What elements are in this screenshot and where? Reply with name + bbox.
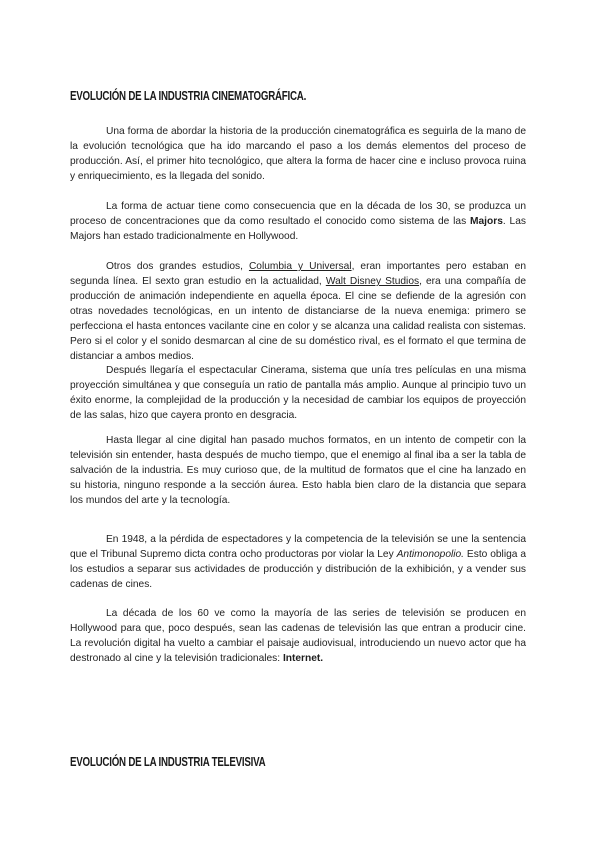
- paragraph-3: [70, 259, 526, 364]
- paragraph-3-text-b: , eran importantes pero estaban en segunda línea. El sexto gran estudio en la actualidad,: [70, 261, 527, 287]
- paragraph-2-text-a: La forma de actuar tiene como consecuencia que en la década de los 30, se produzca un proceso de concentraciones que da como resultado el conocido como sistema de las: [70, 201, 526, 227]
- internet-bold: Internet.: [282, 653, 324, 664]
- paragraph-3-text-c: , era una compañía de producción de animación independiente en aquella época. El cine se defiende de la agresión con otras novedades tecnológicas, en un intento de distanciarse de la nueva enemiga: primero se perfecciona el hasta entonces vacilante cine en color y se alcanza una calidad realista con sistemas. Pero si el color y el sonido desmarcan al cine de su doméstico rival, es el formato el que termina de distanciar a ambos medios.: [70, 276, 526, 362]
- antimonopolio-italic: Antimonopolio.: [396, 549, 465, 560]
- columbia-universal-link[interactable]: Columbia y Universal: [248, 261, 352, 272]
- paragraph-5: Hasta llegar al cine digital han pasado muchos formatos, en un intento de competir con la televisión sin entender, hasta después de mucho tiempo, que el enemigo al final iba a ser la tabla de salvación de la industria. Es muy curioso que, de la multitud de formatos que el cine ha lanzado en su historia, ninguno responde a la sección áurea. Esto habla bien claro de la distancia que separa los mundos del arte y la tecnología.: [70, 435, 526, 506]
- section-heading-televisiva: EVOLUCIÓN DE LA INDUSTRIA TELEVISIVA: [70, 755, 266, 769]
- paragraph-2-text-c: . Las Majors han estado tradicionalmente en Hollywood.: [70, 216, 526, 242]
- walt-disney-studios-link[interactable]: Walt Disney Studios: [325, 276, 420, 287]
- paragraph-6-text-c: Esto obliga a los estudios a separar sus actividades de producción y distribución de la exhibición, y a vender sus cadenas de cines.: [70, 549, 526, 590]
- paragraph-3-text-a: Otros dos grandes estudios,: [106, 261, 249, 272]
- paragraph-4: Después llegaría el espectacular Cinerama, sistema que unía tres películas en una misma proyección simultánea y que conseguía un ratio de pantalla más amplio. Aunque al principio tuvo un éxito enorme, la complejidad de la producción y la necesidad de cambiar los equipos de proyección de las salas, hizo que cayera pronto en desgracia.: [70, 365, 526, 421]
- section-heading-cinematografica: EVOLUCIÓN DE LA INDUSTRIA CINEMATOGRÁFICA.: [70, 89, 307, 103]
- paragraph-7: [70, 606, 526, 666]
- paragraph-6-text-a: En 1948, a la pérdida de espectadores y la competencia de la televisión se une la sentencia que el Tribunal Supremo dicta contra ocho productoras por violar la Ley: [70, 534, 526, 560]
- majors-bold: Majors: [470, 216, 503, 227]
- paragraph-2: [70, 199, 526, 244]
- paragraph-6: [70, 532, 526, 592]
- paragraph-1: Una forma de abordar la historia de la producción cinematográfica es seguirla de la mano de la evolución tecnológica que ha ido marcando el paso a los demás elementos del proceso de producción. Así, el primer hito tecnológico, que altera la forma de hacer cine e incluso provoca ruina y enriquecimiento, es la llegada del sonido.: [70, 126, 526, 182]
- paragraph-7-text-a: La década de los 60 ve como la mayoría de las series de televisión se producen en Hollywood para que, poco después, sean las cadenas de televisión las que entran a producir cine. La revolución digital ha vuelto a cambiar el paisaje audiovisual, introduciendo un nuevo actor que ha destronado al cine y la televisión tradicionales:: [70, 608, 526, 664]
